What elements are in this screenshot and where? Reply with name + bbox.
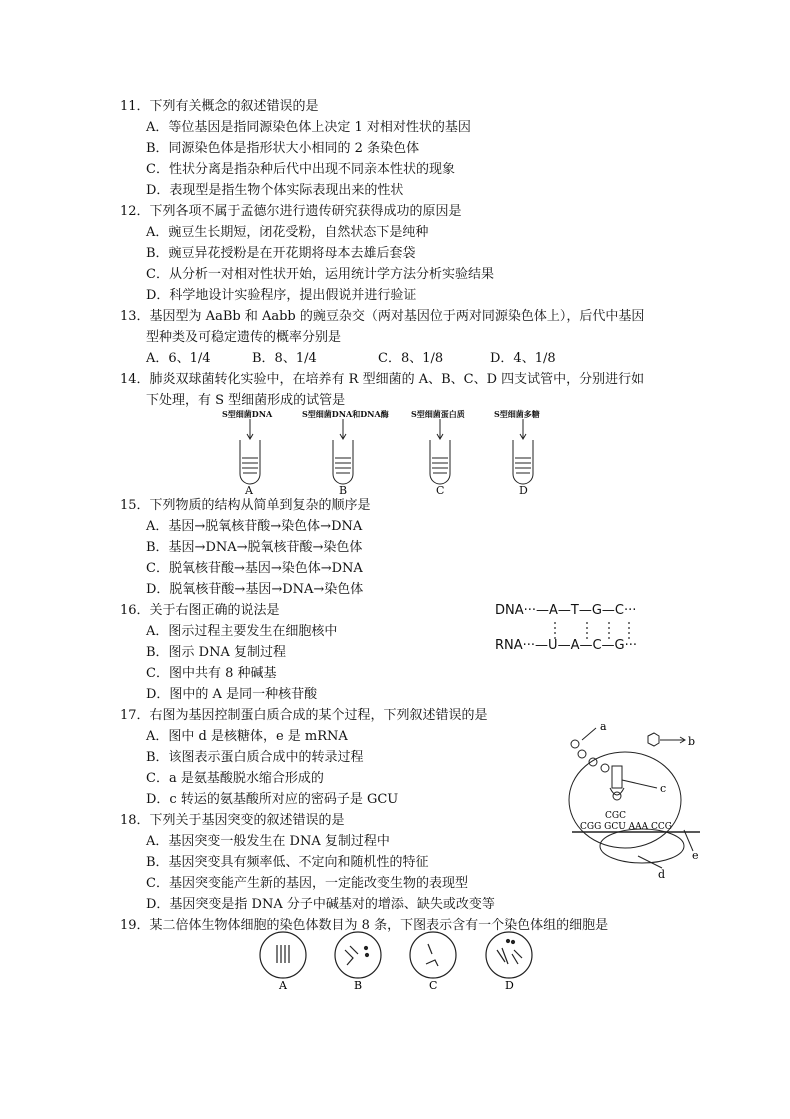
q18-stem: 18．下列关于基因突变的叙述错误的是: [120, 813, 345, 828]
q16-stem: 16．关于右图正确的说法是: [120, 603, 280, 618]
q13-option-c: C．8、1/8: [378, 351, 444, 366]
cell-d-shape: [486, 932, 532, 978]
q11-stem: 11．下列有关概念的叙述错误的是: [120, 99, 319, 114]
q12-option-a: A．豌豆生长期短，闭花受粉，自然状态下是纯种: [146, 225, 429, 240]
q18-option-c: C．基因突变能产生新的基因，一定能改变生物的表现型: [146, 876, 468, 891]
tube-a-letter: A: [245, 484, 253, 497]
q13-option-b: B．8、1/4: [252, 351, 317, 366]
q13-stem-line2: 型种类及可稳定遗传的概率分别是: [146, 330, 342, 345]
tube-c-label: S型细菌蛋白质: [411, 409, 465, 419]
tube-d-letter: D: [519, 484, 528, 497]
label-d: d: [658, 868, 666, 878]
q11-option-d: D．表现型是指生物个体实际表现出来的性状: [146, 183, 404, 198]
q12-option-d: D．科学地设计实验程序，提出假说并进行验证: [146, 288, 417, 303]
cell-c-shape: [410, 932, 456, 978]
q13-option-d: D．4、1/8: [490, 351, 556, 366]
q15-option-c: C．脱氧核苷酸→基因→染色体→DNA: [146, 561, 363, 576]
q16-option-b: B．图示 DNA 复制过程: [146, 645, 287, 660]
label-e: e: [692, 849, 699, 862]
amino-acid-a-shape: [571, 740, 579, 748]
q15-stem: 15．下列物质的结构从简单到复杂的顺序是: [120, 498, 371, 513]
q15-option-a: A．基因→脱氧核苷酸→染色体→DNA: [146, 519, 363, 534]
dna-strand: DNA···—A—T—G—C···: [495, 603, 637, 618]
cell-a-letter: A: [279, 979, 287, 992]
q13-stem-line1: 13．基因型为 AaBb 和 Aabb 的豌豆杂交（两对基因位于两对同源染色体上），后代中基因: [120, 309, 645, 324]
q18-option-a: A．基因突变一般发生在 DNA 复制过程中: [146, 834, 390, 849]
amino-acid-b-shape: [648, 733, 659, 746]
q12-option-c: C．从分析一对相对性状开始，运用统计学方法分析实验结果: [146, 267, 494, 282]
q14-stem-line1: 14．肺炎双球菌转化实验中，在培养有 R 型细菌的 A、B、C、D 四支试管中，分别进行如: [120, 372, 645, 387]
cells-figure: [250, 928, 550, 993]
q11-option-b: B．同源染色体是指形状大小相同的 2 条染色体: [146, 141, 420, 156]
q11-option-a: A．等位基因是指同源染色体上决定 1 对相对性状的基因: [146, 120, 471, 135]
test-tubes-drawing: [0, 0, 790, 500]
q16-option-d: D．图中的 A 是同一种核苷酸: [146, 687, 318, 702]
label-c: c: [660, 782, 667, 795]
ribosome-large-shape: [569, 752, 681, 848]
label-a: a: [600, 720, 607, 733]
rna-strand: RNA···—U—A—C—G···: [495, 638, 638, 653]
trna-shape: [612, 766, 622, 788]
q13-option-a: A．6、1/4: [146, 351, 211, 366]
q19-stem: 19．某二倍体生物体细胞的染色体数目为 8 条，下图表示含有一个染色体组的细胞是: [120, 918, 609, 933]
tube-b-label: S型细菌DNA和DNA酶: [302, 409, 389, 419]
cell-c-letter: C: [429, 979, 438, 992]
q17-option-b: B．该图表示蛋白质合成中的转录过程: [146, 750, 364, 765]
tube-d-label: S型细菌多糖: [494, 409, 540, 419]
q11-option-c: C．性状分离是指杂种后代中出现不同亲本性状的现象: [146, 162, 455, 177]
q15-option-b: B．基因→DNA→脱氧核苷酸→染色体: [146, 540, 363, 555]
q18-option-b: B．基因突变具有频率低、不定向和随机性的特征: [146, 855, 429, 870]
tube-a-icon: [240, 419, 260, 484]
q16-option-c: C．图中共有 8 种碱基: [146, 666, 277, 681]
q17-option-d: D．c 转运的氨基酸所对应的密码子是 GCU: [146, 792, 399, 807]
q17-option-c: C．a 是氨基酸脱水缩合形成的: [146, 771, 324, 786]
tube-d-icon: [513, 419, 533, 484]
q18-option-d: D．基因突变是指 DNA 分子中碱基对的增添、缺失或改变等: [146, 897, 495, 912]
q15-option-d: D．脱氧核苷酸→基因→DNA→染色体: [146, 582, 364, 597]
label-b: b: [688, 735, 696, 748]
q14-stem-line2: 下处理，有 S 型细菌形成的试管是: [146, 393, 346, 408]
cell-b-letter: B: [354, 979, 363, 992]
translation-figure: [560, 718, 710, 878]
q16-option-a: A．图示过程主要发生在细胞核中: [146, 624, 338, 639]
q12-stem: 12．下列各项不属于孟德尔进行遗传研究获得成功的原因是: [120, 204, 462, 219]
q17-option-a: A．图中 d 是核糖体，e 是 mRNA: [146, 729, 348, 744]
mrna-codons-text: CGG GCU AAA CCG: [580, 822, 672, 832]
cell-b-shape: [335, 932, 381, 978]
tube-a-label: S型细菌DNA: [222, 409, 273, 419]
tube-b-letter: B: [339, 484, 348, 497]
cell-d-letter: D: [505, 979, 514, 992]
tube-c-letter: C: [436, 484, 445, 497]
tube-c-icon: [430, 419, 450, 484]
anticodon-text: CGC: [605, 811, 626, 821]
q17-stem: 17．右图为基因控制蛋白质合成的某个过程，下列叙述错误的是: [120, 708, 488, 723]
tube-b-icon: [333, 419, 353, 484]
q12-option-b: B．豌豆异花授粉是在开花期将母本去雄后套袋: [146, 246, 416, 261]
cell-a-shape: [260, 932, 306, 978]
